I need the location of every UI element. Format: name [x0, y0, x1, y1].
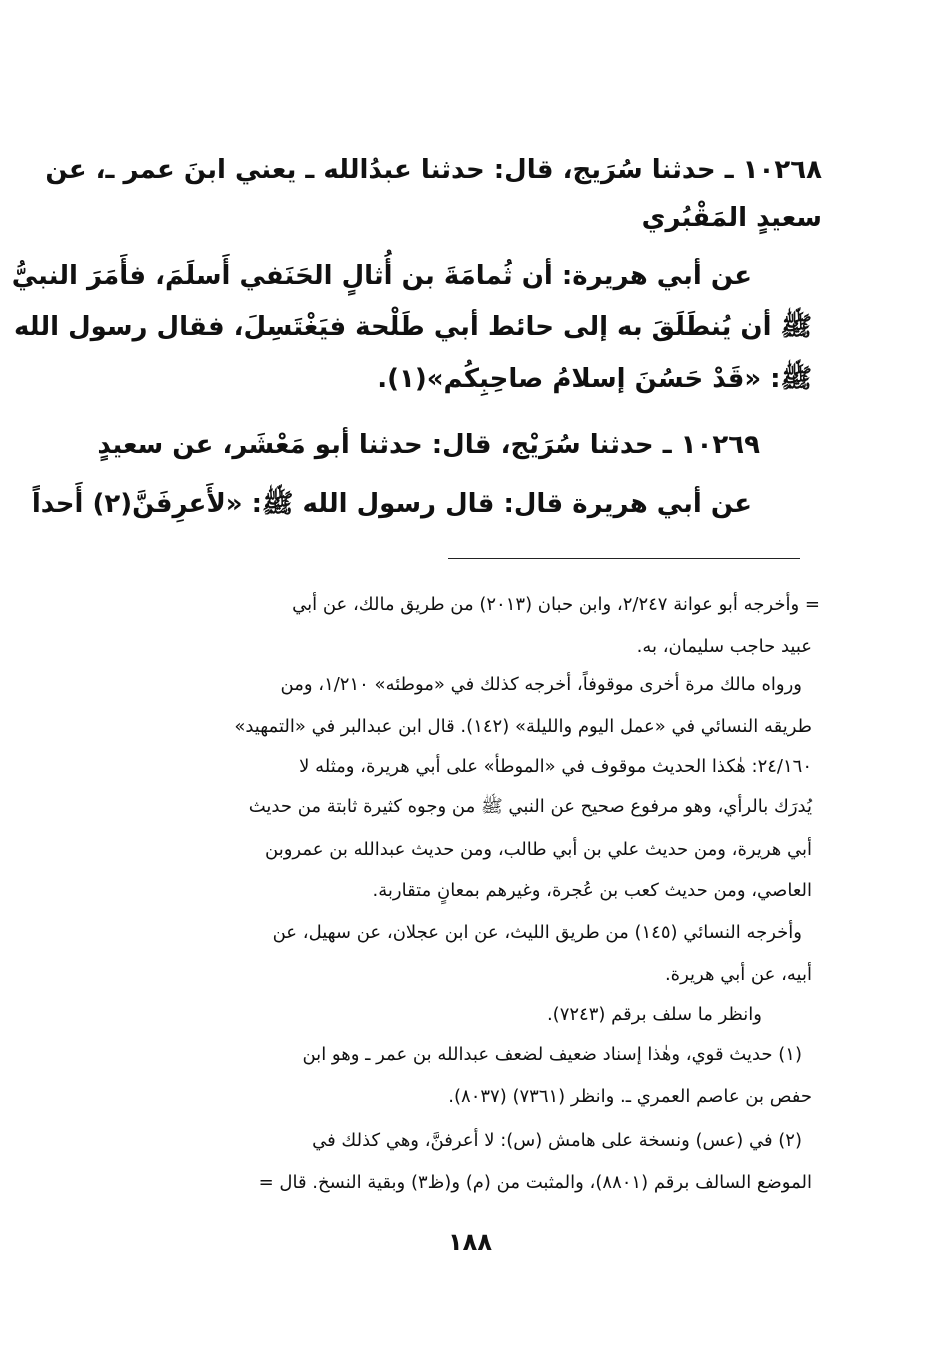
footnote-separator	[448, 558, 800, 559]
footnote-line: يُدرَك بالرأي، وهو مرفوع صحيح عن النبي ﷺ من وجوه كثيرة ثابتة من حديث	[248, 796, 812, 817]
hadith-10268-line-2: سعيدٍ المَقْبُري	[641, 203, 822, 233]
footnote-line: عبيد حاجب سليمان، به.	[636, 636, 812, 657]
footnote-line: وانظر ما سلف برقم (٧٢٤٣).	[546, 1004, 762, 1025]
footnote-line: (١) حديث قوي، وهٰذا إسناد ضعيف لضعف عبدالله بن عمر ـ وهو ابن	[302, 1044, 802, 1065]
hadith-10268-line-3: عن أبي هريرة: أن ثُمامَةَ بن أُثالٍ الحَنَفي أَسلَمَ، فأَمَرَ النبيُّ	[11, 261, 752, 291]
footnote-line: ورواه مالك مرة أخرى موقوفاً، أخرجه كذلك في «موطئه» ١/٢١٠، ومن	[280, 674, 802, 695]
footnote-line: ٢٤/١٦٠: هٰكذا الحديث موقوف في «الموطأ» على أبي هريرة، ومثله لا	[299, 756, 812, 777]
footnote-line: أبي هريرة، ومن حديث علي بن أبي طالب، ومن حديث عبدالله بن عمروبن	[265, 839, 812, 860]
footnote-line: = وأخرجه أبو عوانة ٢/٢٤٧، وابن حبان (٢٠١٣) من طريق مالك، عن أبي	[292, 594, 820, 615]
hadith-10268-line-5: ﷺ: «قَدْ حَسُنَ إسلامُ صاحِبِكُم»(١).	[377, 364, 812, 394]
footnote-line: حفص بن عاصم العمري ـ. وانظر (٧٣٦١) (٨٠٣٧).	[448, 1086, 812, 1107]
hadith-10268-line-1: ١٠٢٦٨ ـ حدثنا سُرَيج، قال: حدثنا عبدُالله ـ يعني ابنَ عمر ـ، عن	[45, 155, 822, 185]
footnote-line: الموضع السالف برقم (٨٨٠١)، والمثبت من (م) و(ظ٣) وبقية النسخ. قال =	[258, 1172, 812, 1193]
footnote-line: (٢) في (عس) ونسخة على هامش (س): لا أعرفنَّ، وهي كذلك في	[312, 1130, 802, 1151]
page-number: ١٨٨	[448, 1228, 492, 1256]
hadith-10268-line-4: ﷺ أن يُنطَلَقَ به إلى حائط أبي طَلْحة فيَغْتَسِلَ، فقال رسول الله	[13, 312, 812, 342]
hadith-10269-line-1: ١٠٢٦٩ ـ حدثنا سُرَيْج، قال: حدثنا أبو مَعْشَر، عن سعيدٍ	[97, 430, 760, 460]
footnote-line: أبيه، عن أبي هريرة.	[664, 964, 812, 985]
footnote-line: طريقه النسائي في «عمل اليوم والليلة» (١٤٢). قال ابن عبدالبر في «التمهيد»	[234, 716, 812, 737]
footnote-line: وأخرجه النسائي (١٤٥) من طريق الليث، عن ابن عجلان، عن سهيل، عن	[272, 922, 802, 943]
footnote-line: العاصي، ومن حديث كعب بن عُجرة، وغيرهم بمعانٍ متقاربة.	[372, 880, 812, 901]
hadith-10269-line-2: عن أبي هريرة قال: قال رسول الله ﷺ: «لأَعرِفَنَّ(٢) أَحداً	[31, 489, 752, 519]
